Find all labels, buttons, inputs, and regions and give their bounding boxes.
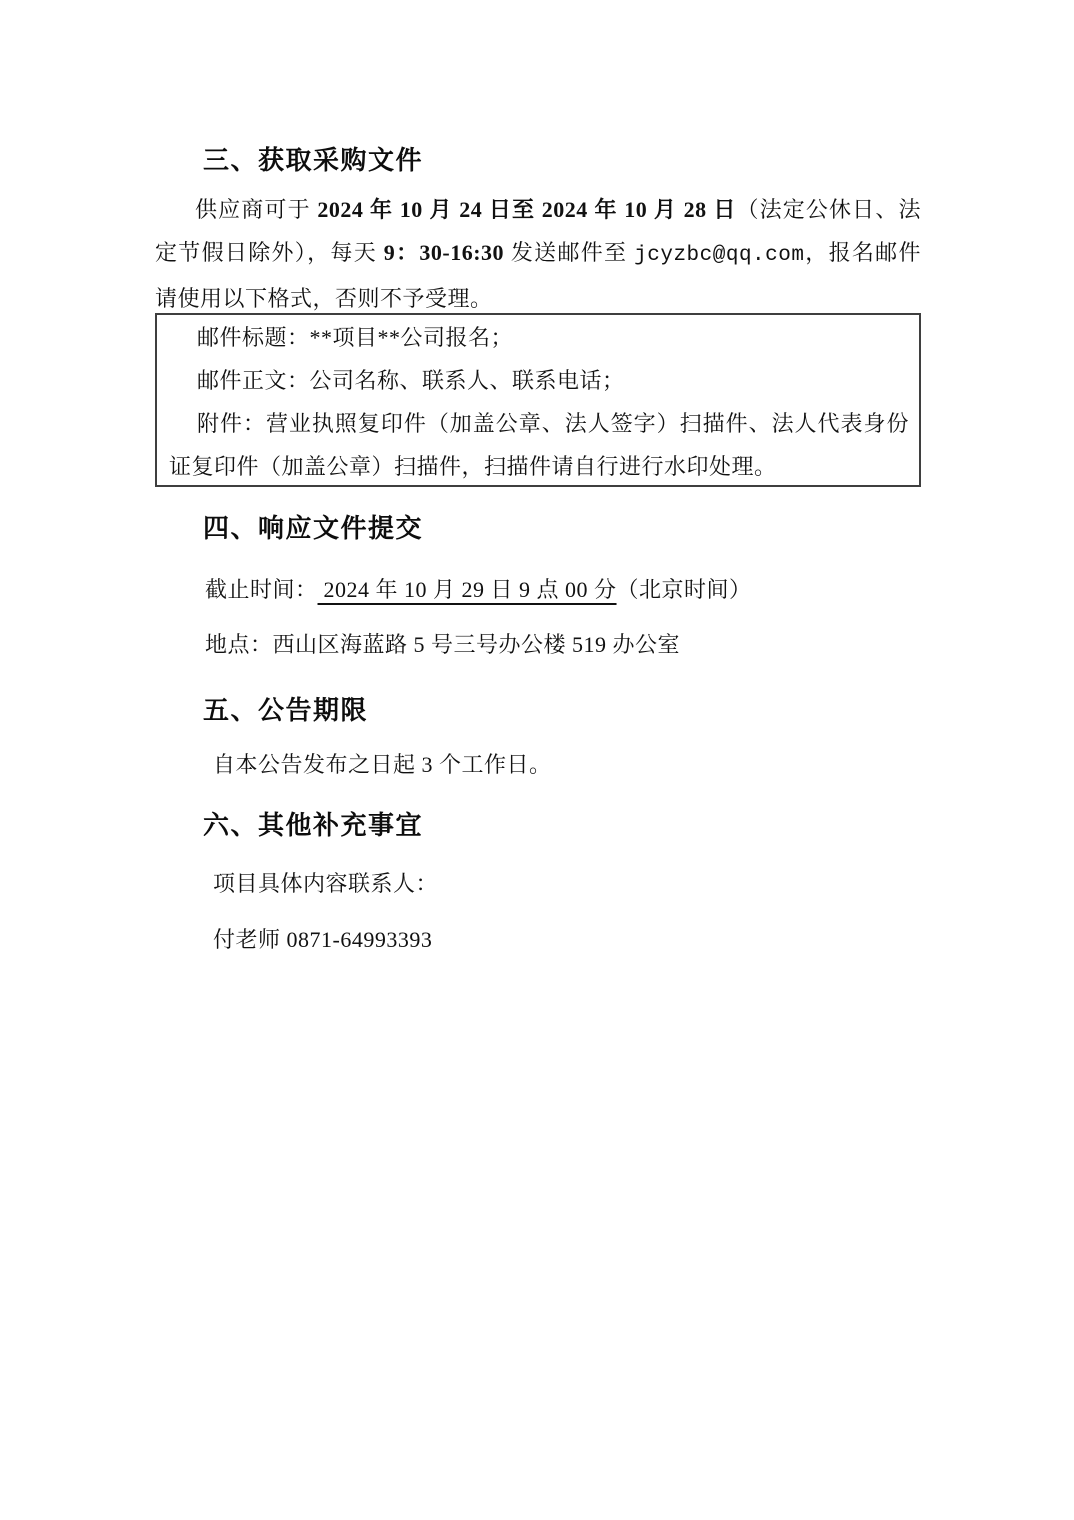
email-format-box [155, 313, 921, 487]
email-subject-line: 邮件标题：**项目**公司报名； [197, 325, 514, 350]
deadline-value-underlined: 2024 年 10 月 29 日 9 点 00 分 [317, 577, 617, 602]
contact-person-phone-line: 付老师 0871-64993393 [213, 927, 433, 952]
para-obtain-documents [155, 188, 921, 320]
text-run: ，报名邮件请使用以下格式，否则不予受理。 [155, 240, 921, 311]
text-run: 2024 年 10 月 24 日至 2024 年 10 月 28 日 [317, 197, 737, 222]
submission-location-line: 地点：西山区海蓝路 5 号三号办公楼 519 办公室 [205, 632, 681, 657]
text-run: 供应商可于 [195, 197, 318, 222]
document-content [155, 0, 921, 1520]
text-run: jcyzbc@qq.com [634, 244, 805, 267]
email-attachment-line: 附件：营业执照复印件（加盖公章、法人签字）扫描件、法人代表身份证复印件（加盖公章）扫描件，扫描件请自行进行水印处理。 [169, 411, 909, 479]
section-heading-other-supplementary-matters: 六、其他补充事宜 [203, 810, 424, 840]
text-run: （法定公休日、法定节假日除外），每天 [155, 197, 921, 265]
announcement-period-line: 自本公告发布之日起 3 个工作日。 [213, 752, 552, 777]
contact-intro-line: 项目具体内容联系人： [213, 871, 439, 896]
deadline-line [155, 568, 921, 611]
section-heading-obtain-procurement-documents: 三、获取采购文件 [203, 145, 424, 175]
deadline-timezone: （北京时间） [616, 577, 752, 602]
text-run: 9：30-16:30 [383, 240, 505, 265]
section-heading-announcement-period: 五、公告期限 [203, 695, 369, 725]
section-heading-response-document-submission: 四、响应文件提交 [203, 513, 424, 543]
text-run: 发送邮件至 [504, 240, 635, 265]
deadline-label: 截止时间： [205, 577, 318, 602]
email-body-line: 邮件正文：公司名称、联系人、联系电话； [197, 368, 625, 393]
